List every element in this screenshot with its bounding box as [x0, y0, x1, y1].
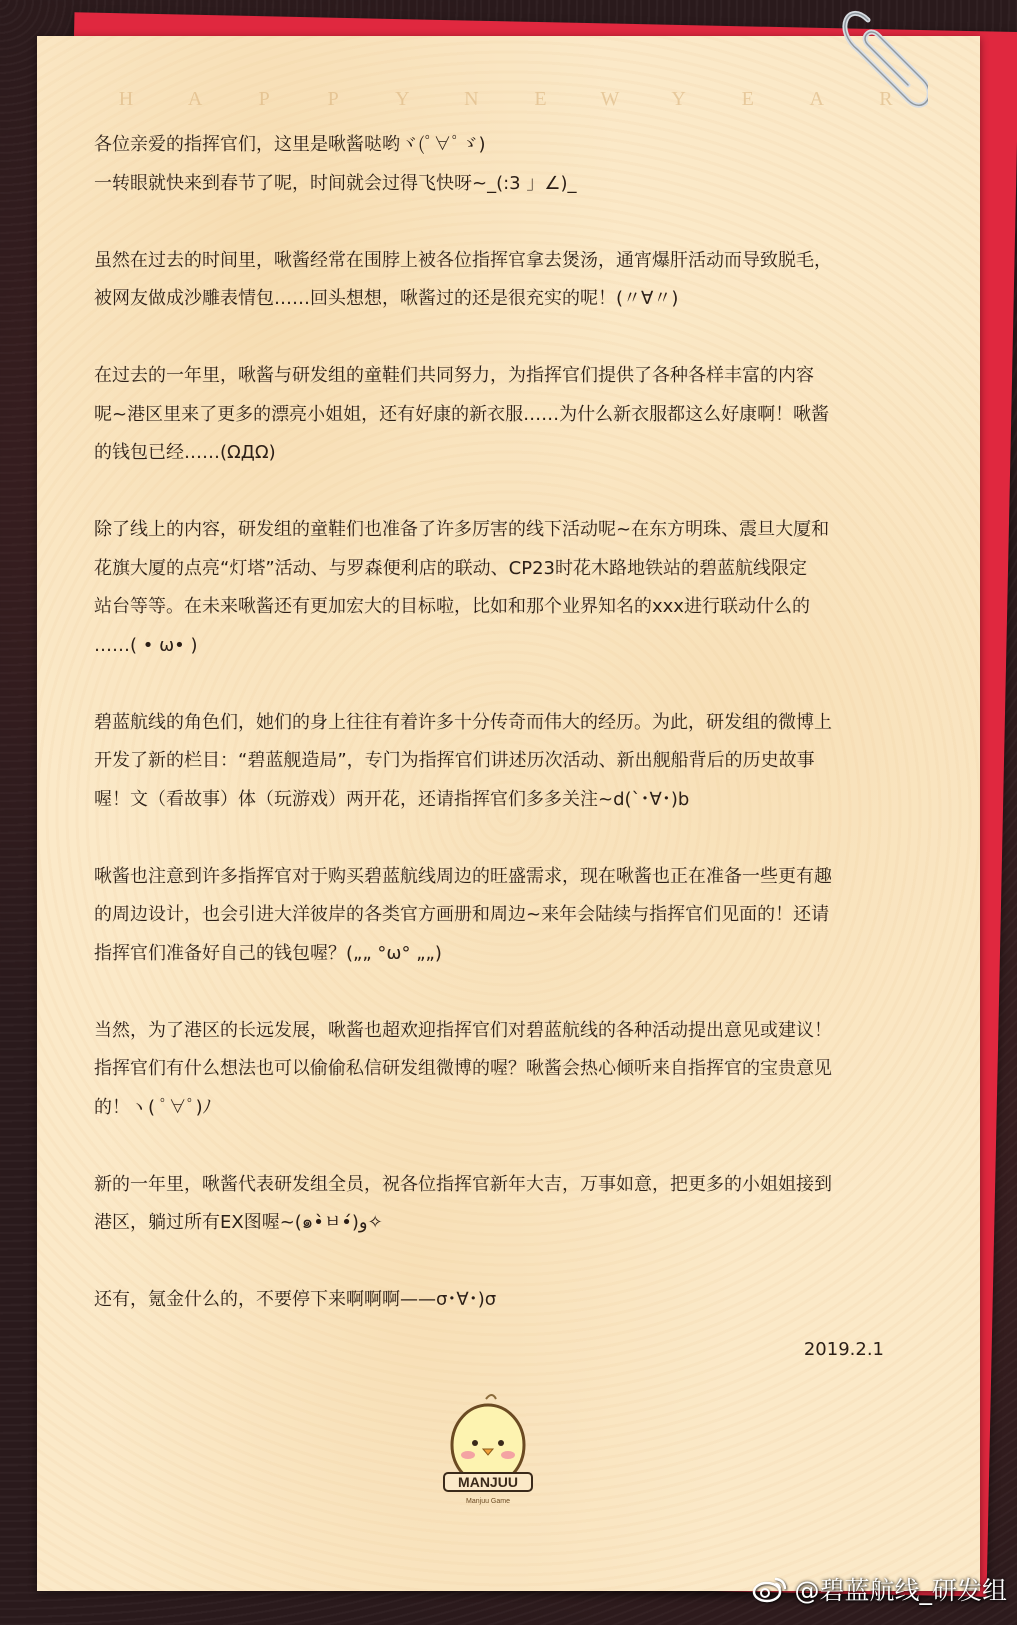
text-line: 开发了新的栏目：“碧蓝舰造局”，专门为指挥官们讲述历次活动、新出舰船背后的历史故事	[94, 750, 815, 771]
text-line: 新的一年里，啾酱代表研发组全员，祝各位指挥官新年大吉，万事如意，把更多的小姐姐接到	[94, 1173, 832, 1195]
text-line: 的！ヽ( ﾟ∀ﾟ)ﾉ	[94, 1096, 212, 1118]
logo-subtitle-text: Manjuu Game	[466, 1498, 510, 1505]
text-line: 港区，躺过所有EX图喔~(๑•̀ㅂ•́)و✧	[94, 1212, 383, 1233]
deco-letter: E	[741, 88, 756, 110]
text-line: 站台等等。在未来啾酱还有更加宏大的目标啦，比如和那个业界知名的xxx进行联动什么的	[94, 596, 810, 617]
deco-letter: A	[809, 88, 826, 110]
text-line: 一转眼就快来到春节了呢，时间就会过得飞快呀~_(:3 」∠)_	[94, 172, 577, 194]
logo-brand-text: MANJUU	[458, 1474, 518, 1490]
deco-letter: E	[534, 88, 549, 110]
letter-date: 2019.2.1	[803, 1339, 884, 1360]
text-line: 各位亲爱的指挥官们，这里是啾酱哒哟ヾ(ﾟ∀ﾟゞ)	[94, 134, 486, 155]
letter-body	[94, 126, 894, 1358]
text-line: 的钱包已经……(ΩДΩ)	[94, 442, 276, 463]
paragraph-greeting	[94, 126, 894, 203]
weibo-account-text: @碧蓝航线_研发组	[794, 1576, 1007, 1605]
deco-letter: Y	[671, 88, 688, 110]
paragraph-offline-events	[94, 511, 894, 665]
text-line: 啾酱也注意到许多指挥官对于购买碧蓝航线周边的旺盛需求，现在啾酱也正在准备一些更有趣	[94, 865, 832, 887]
text-line: 被网友做成沙雕表情包……回头想想，啾酱过的还是很充实的呢！(〃∀〃)	[94, 288, 679, 309]
text-line: 花旗大厦的点亮“灯塔”活动、与罗森便利店的联动、CP23时花木路地铁站的碧蓝航线限定	[94, 557, 807, 579]
paragraph-past	[94, 242, 894, 319]
deco-letter: H	[118, 88, 136, 110]
text-line: 指挥官们准备好自己的钱包喔？(„„ °ω° „„)	[94, 942, 442, 964]
text-line: 的周边设计，也会引进大洋彼岸的各类官方画册和周边~来年会陆续与指挥官们见面的！还请	[94, 904, 830, 925]
text-line: 喔！文（看故事）体（玩游戏）两开花，还请指挥官们多多关注~d(`･∀･)b	[94, 788, 690, 810]
paragraph-merchandise	[94, 858, 894, 974]
deco-letter: P	[327, 88, 341, 110]
deco-letter: Y	[395, 88, 412, 110]
text-line: 指挥官们有什么想法也可以偷偷私信研发组微博的喔？啾酱会热心倾听来自指挥官的宝贵意见	[94, 1058, 832, 1079]
text-line: 在过去的一年里，啾酱与研发组的童鞋们共同努力，为指挥官们提供了各种各样丰富的内容	[94, 365, 814, 386]
text-line: 虽然在过去的时间里，啾酱经常在围脖上被各位指挥官拿去煲汤，通宵爆肝活动而导致脱毛，	[94, 249, 832, 271]
paragraph-characters	[94, 704, 894, 820]
letter-paper	[37, 36, 980, 1591]
deco-letter: R	[879, 88, 895, 110]
paragraph-new-year-wishes	[94, 1166, 894, 1243]
text-line: ……( • ω• )	[94, 634, 198, 656]
paragraph-content	[94, 357, 894, 473]
weibo-watermark	[752, 1571, 1007, 1607]
text-line: 呢~港区里来了更多的漂亮小姐姐，还有好康的新衣服……为什么新衣服都这么好康啊！啾酱	[94, 403, 830, 425]
deco-letter: W	[600, 88, 622, 110]
weibo-logo-icon	[752, 1575, 788, 1603]
paragraph-closing	[94, 1281, 894, 1320]
manjuu-logo	[442, 1389, 534, 1509]
deco-letter: P	[258, 88, 272, 110]
paragraph-feedback	[94, 1012, 894, 1128]
paperclip-icon	[838, 0, 928, 120]
text-line: 除了线上的内容，研发组的童鞋们也准备了许多厉害的线下活动呢~在东方明珠、震旦大厦和	[94, 519, 830, 540]
text-line: 当然，为了港区的长远发展，啾酱也超欢迎指挥官们对碧蓝航线的各种活动提出意见或建议！	[94, 1019, 832, 1041]
text-line: 还有，氪金什么的，不要停下来啊啊啊——σ･∀･)σ	[94, 1289, 497, 1310]
deco-letter: N	[464, 88, 481, 110]
happy-new-year-decoration	[117, 88, 897, 111]
text-line: 碧蓝航线的角色们，她们的身上往往有着许多十分传奇而伟大的经历。为此，研发组的微博上	[94, 711, 832, 733]
deco-letter: A	[187, 88, 205, 110]
manjuu-chick-icon	[442, 1389, 534, 1509]
